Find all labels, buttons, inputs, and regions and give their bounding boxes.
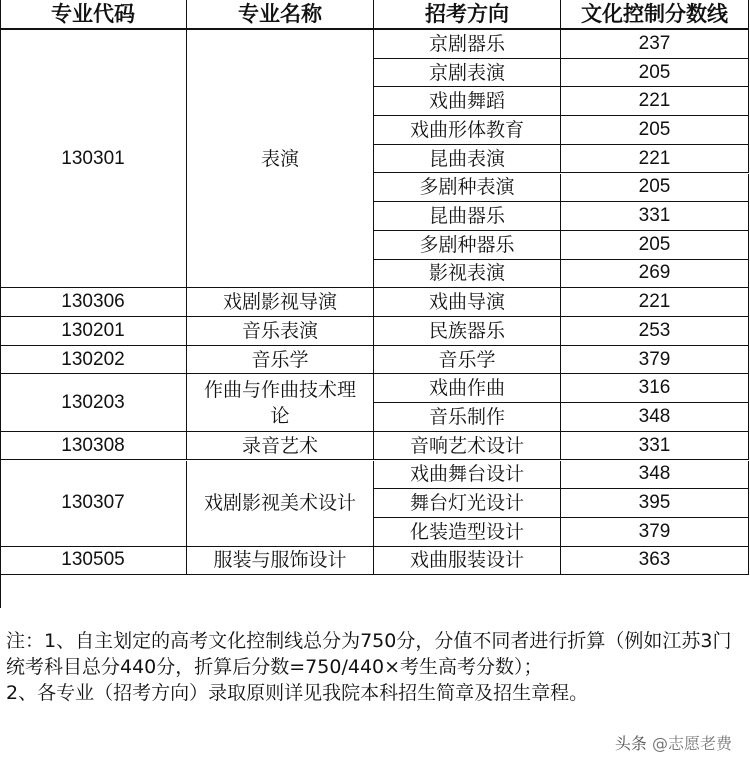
direction-cell: 京剧表演 — [374, 59, 561, 88]
header-direction: 招考方向 — [374, 0, 561, 30]
score-cell: 205 — [561, 174, 749, 203]
major-code: 130301 — [0, 30, 187, 288]
watermark-handle: @志愿老费 — [651, 734, 732, 753]
score-cell: 205 — [561, 116, 749, 145]
direction-cell: 戏曲服装设计 — [374, 547, 561, 576]
score-cell: 221 — [561, 288, 749, 317]
direction-cell: 多剧种表演 — [374, 174, 561, 203]
score-cell: 331 — [561, 202, 749, 231]
direction-cell: 音乐学 — [374, 346, 561, 375]
score-cell: 237 — [561, 30, 749, 59]
major-name: 录音艺术 — [187, 432, 374, 461]
direction-cell: 音乐制作 — [374, 403, 561, 432]
direction-cell: 戏曲形体教育 — [374, 116, 561, 145]
direction-cell: 影视表演 — [374, 260, 561, 289]
direction-cell: 戏曲舞蹈 — [374, 87, 561, 116]
direction-cell: 京剧器乐 — [374, 30, 561, 59]
watermark-prefix: 头条 — [614, 734, 647, 753]
major-name: 表演 — [187, 30, 374, 288]
score-cell: 379 — [561, 518, 749, 547]
major-code: 130308 — [0, 432, 187, 461]
score-cell: 379 — [561, 346, 749, 375]
direction-cell: 昆曲器乐 — [374, 202, 561, 231]
major-name: 音乐表演 — [187, 317, 374, 346]
score-cell: 253 — [561, 317, 749, 346]
note-1: 注：1、自主划定的高考文化控制线总分为750分，分值不同者进行折算（例如江苏3门统考科目总分440分，折算后分数=750/440×考生高考分数）； — [6, 630, 732, 678]
major-code: 130203 — [0, 374, 187, 431]
score-cell: 221 — [561, 145, 749, 174]
score-cell: 348 — [561, 403, 749, 432]
score-cell: 221 — [561, 87, 749, 116]
header-score-line: 文化控制分数线 — [561, 0, 749, 30]
direction-cell: 民族器乐 — [374, 317, 561, 346]
major-code: 130201 — [0, 317, 187, 346]
major-code: 130505 — [0, 547, 187, 576]
major-code: 130307 — [0, 461, 187, 547]
direction-cell: 化装造型设计 — [374, 518, 561, 547]
score-cell: 395 — [561, 489, 749, 518]
major-name: 戏剧影视导演 — [187, 288, 374, 317]
score-cell: 331 — [561, 432, 749, 461]
major-name: 服装与服饰设计 — [187, 547, 374, 576]
direction-cell: 戏曲作曲 — [374, 374, 561, 403]
score-cell: 205 — [561, 231, 749, 260]
major-name: 作曲与作曲技术理论 — [187, 374, 374, 431]
major-code: 130306 — [0, 288, 187, 317]
major-name: 戏剧影视美术设计 — [187, 461, 374, 547]
score-cell: 205 — [561, 59, 749, 88]
score-cell: 269 — [561, 260, 749, 289]
major-code: 130202 — [0, 346, 187, 375]
direction-cell: 昆曲表演 — [374, 145, 561, 174]
header-major-code: 专业代码 — [0, 0, 187, 30]
watermark — [615, 731, 732, 754]
header-major-name: 专业名称 — [187, 0, 374, 30]
score-cell: 348 — [561, 461, 749, 490]
direction-cell: 音响艺术设计 — [374, 432, 561, 461]
direction-cell: 舞台灯光设计 — [374, 489, 561, 518]
score-cell: 363 — [561, 547, 749, 576]
score-cell: 316 — [561, 374, 749, 403]
direction-cell: 戏曲舞台设计 — [374, 461, 561, 490]
direction-cell: 戏曲导演 — [374, 288, 561, 317]
major-name: 音乐学 — [187, 346, 374, 375]
note-2: 2、各专业（招考方向）录取原则详见我院本科招生简章及招生章程。 — [6, 682, 589, 704]
direction-cell: 多剧种器乐 — [374, 231, 561, 260]
